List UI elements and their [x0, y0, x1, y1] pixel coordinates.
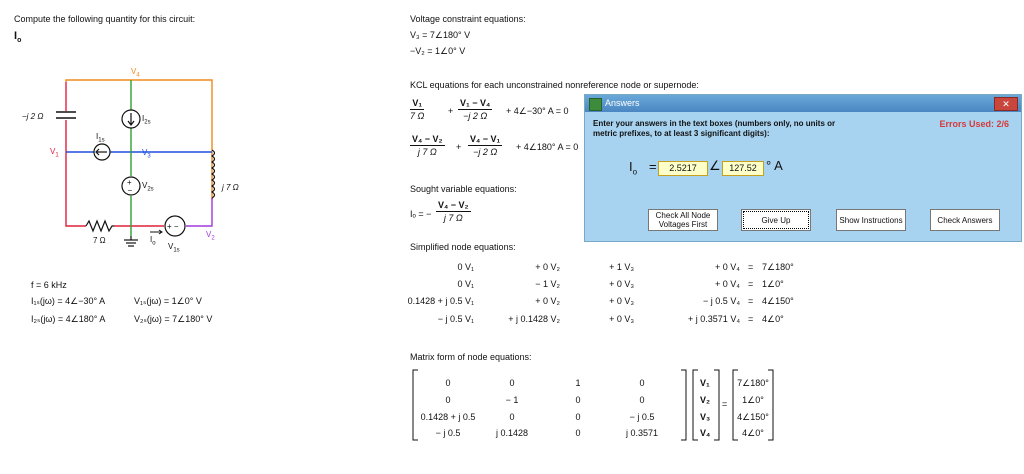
voltage-constraints-heading: Voltage constraint equations: [410, 14, 526, 24]
matrix-a-cell: j 0.1428 [495, 428, 529, 438]
simplified-heading: Simplified node equations: [410, 242, 516, 252]
answers-titlebar [585, 95, 1021, 112]
node-v1-label: $V_1$ [50, 147, 59, 159]
simplified-cell: + 0 V₃ [609, 314, 634, 324]
simplified-cell: = [748, 262, 754, 272]
answer-unit: ° A [766, 158, 783, 173]
show-instructions-button[interactable]: Show Instructions [836, 209, 906, 231]
voltage-constraint-eq1: V₃ = 7∠180° V [410, 30, 471, 40]
simplified-cell: − j 0.5 V₁ [437, 314, 474, 324]
angle-input[interactable]: 127.52 [722, 161, 764, 176]
errors-used: Errors Used: 2/6 [939, 119, 1009, 129]
matrix-a-cell: 0 [445, 395, 451, 405]
give-up-button[interactable]: Give Up [741, 209, 811, 231]
matrix-b-cell: 4∠150° [737, 412, 769, 422]
sought-lhs: Iₒ = − [410, 209, 432, 219]
svg-text:+: + [127, 178, 132, 187]
sought-heading: Sought variable equations: [410, 184, 517, 194]
matrix-b-cell: 7∠180° [737, 378, 769, 388]
matrix-a-cell: − 1 [505, 395, 519, 405]
matrix-x-cell: V₃ [700, 412, 711, 422]
simplified-cell: 0.1428 + j 0.5 V₁ [407, 296, 474, 306]
simplified-cell: = [748, 279, 754, 289]
given-v1s: V₁ₛ(jω) = 1∠0° V [134, 296, 202, 306]
i2s-label: $I_{2s}$ [142, 114, 151, 126]
simplified-cell: + 0 V₂ [535, 296, 560, 306]
node-v3-label: $V_3$ [142, 148, 151, 160]
simplified-cell: 7∠180° [762, 262, 794, 272]
magnitude-input[interactable]: 2.5217 [658, 161, 708, 176]
matrix-a-cell: 0 [575, 428, 581, 438]
simplified-cell: = [748, 314, 754, 324]
matrix-a-cell: − j 0.5 [629, 412, 655, 422]
sought-fraction: $\frac{\text{V₄ − V₂}}{j 7 \Omega}$ [438, 200, 469, 223]
simplified-cell: + 0 V₄ [715, 262, 740, 272]
matrix-x-cell: V₁ [700, 378, 710, 388]
inductor-label: j 7 Ω [222, 183, 239, 192]
close-button[interactable]: ✕ [994, 97, 1018, 111]
resistor-label: 7 Ω [93, 236, 106, 245]
simplified-cell: = [748, 296, 754, 306]
matrix-a-cell: 1 [575, 378, 581, 388]
matrix-a-cell: j 0.3571 [625, 428, 659, 438]
answer-io-label: $I_o$ [629, 159, 638, 177]
simplified-cell: 0 V₁ [457, 262, 474, 272]
matrix-a-cell: 0.1428 + j 0.5 [420, 412, 476, 422]
angle-symbol: ∠ [709, 158, 721, 173]
given-i2s: I₂ₛ(jω) = 4∠180° A [31, 314, 106, 324]
matrix-a-cell: − j 0.5 [435, 428, 461, 438]
i1s-label: $I_{1s}$ [96, 132, 105, 144]
kcl-eq2-fraction-1: $\frac{\text{V₄ − V₂}}{j 7 \Omega}$ [412, 134, 443, 157]
answers-title: Answers [605, 98, 640, 108]
simplified-cell: + 0 V₃ [609, 279, 634, 289]
simplified-cell: 1∠0° [762, 279, 784, 289]
svg-text:−: − [127, 186, 133, 195]
plus-sign: + [456, 142, 462, 152]
matrix-x-cell: V₄ [700, 428, 711, 438]
simplified-cell: + 1 V₃ [609, 262, 634, 272]
simplified-cell: + 0 V₂ [535, 262, 560, 272]
kcl-heading: KCL equations for each unconstrained nonreference node or supernode: [410, 80, 699, 90]
check-answers-button[interactable]: Check Answers [930, 209, 1000, 231]
kcl-eq2-tail: + 4∠180° A = 0 [516, 142, 579, 152]
simplified-cell: 4∠150° [762, 296, 794, 306]
matrix-b-cell: 4∠0° [742, 428, 764, 438]
app-icon [589, 98, 602, 111]
simplified-cell: 0 V₁ [457, 279, 474, 289]
quantity-label: $I_o$ [14, 30, 22, 45]
simplified-cell: + 0 V₃ [609, 296, 634, 306]
simplified-cell: + j 0.1428 V₂ [508, 314, 560, 324]
matrix-x-cell: V₂ [700, 395, 711, 405]
v2s-label: $V_{2s}$ [142, 181, 154, 193]
matrix-a-cell: 0 [509, 378, 515, 388]
matrix-a-cell: 0 [509, 412, 515, 422]
node-v2-label: $V_2$ [206, 230, 215, 242]
svg-text:+ −: + − [167, 222, 179, 231]
matrix-heading: Matrix form of node equations: [410, 352, 532, 362]
v1s-label: $V_{1s}$ [168, 242, 180, 254]
kcl-eq1-fraction-1: $\frac{\text{V₁}}{7 \Omega}$ [410, 98, 425, 121]
matrix-a-cell: 0 [639, 395, 645, 405]
matrix-b-cell: 1∠0° [742, 395, 764, 405]
matrix-equals: = [722, 399, 728, 409]
check-node-voltages-button[interactable]: Check All Node Voltages First [648, 209, 718, 231]
node-v4-label: $V_4$ [131, 67, 140, 79]
matrix-a-cell: 0 [575, 395, 581, 405]
given-i1s: I₁ₛ(jω) = 4∠−30° A [31, 296, 106, 306]
simplified-cell: 4∠0° [762, 314, 784, 324]
simplified-cell: + 0 V₄ [715, 279, 740, 289]
matrix-a-cell: 0 [639, 378, 645, 388]
given-freq: f = 6 kHz [31, 280, 67, 290]
voltage-constraint-eq2: −V₂ = 1∠0° V [410, 46, 466, 56]
answer-equals: = [649, 159, 657, 174]
matrix-a-cell: 0 [575, 412, 581, 422]
answers-instructions: Enter your answers in the text boxes (numbers only, no units or metric prefixes, to at least 3 significant digits): [593, 119, 836, 138]
io-label: $I_o$ [150, 235, 156, 247]
kcl-eq2-fraction-2: $\frac{\text{V₄ − V₁}}{-j 2 \Omega}$ [470, 134, 501, 157]
plus-sign: + [448, 106, 454, 116]
simplified-cell: − 1 V₂ [535, 279, 560, 289]
simplified-cell: + j 0.3571 V₄ [688, 314, 740, 324]
kcl-eq1-fraction-2: $\frac{\text{V₁ − V₄}}{-j 2 \Omega}$ [460, 98, 491, 121]
simplified-cell: − j 0.5 V₄ [703, 296, 740, 306]
given-v2s: V₂ₛ(jω) = 7∠180° V [134, 314, 213, 324]
capacitor-label: −j 2 Ω [22, 112, 44, 121]
problem-prompt: Compute the following quantity for this circuit: [14, 14, 196, 24]
kcl-eq1-tail: + 4∠−30° A = 0 [506, 106, 569, 116]
matrix-a-cell: 0 [445, 378, 451, 388]
answers-dialog [584, 94, 1022, 242]
